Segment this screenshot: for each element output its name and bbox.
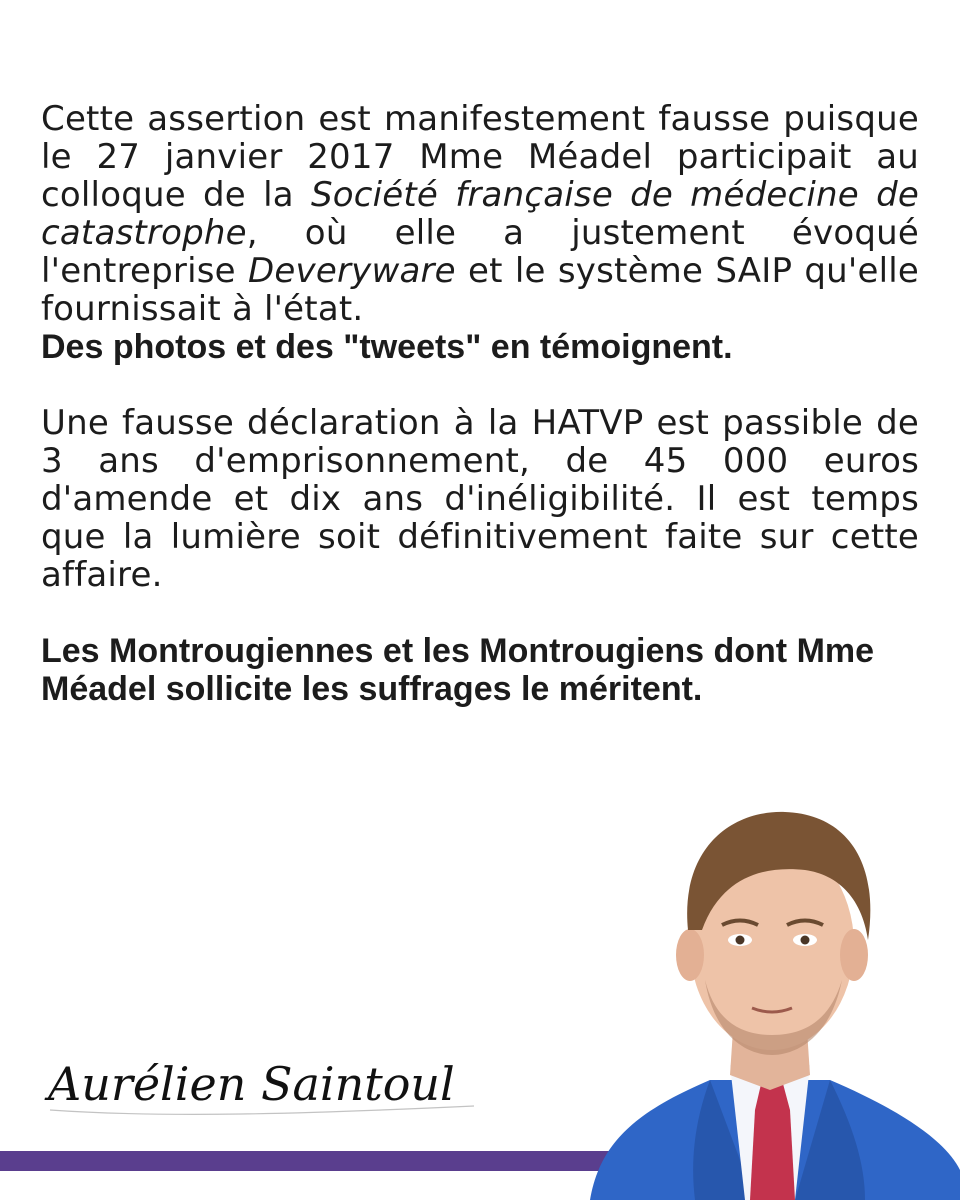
pupil-left bbox=[736, 936, 745, 945]
accent-bar bbox=[0, 1151, 640, 1171]
society-name: Société française de médecine de catastrophe bbox=[41, 175, 919, 253]
paragraph-assertion-text-1: Cette assertion est manifestement fausse puisque le 27 janvier 2017 Mme Méadel participait au colloque de la bbox=[41, 99, 919, 215]
paragraph-assertion-text-2: , où elle a justement évoqué l'entreprise bbox=[41, 213, 919, 291]
paragraph-hatvp: Une fausse déclaration à la HATVP est passible de 3 ans d'emprisonnement, de 45 000 euros d'amende et dix ans d'inéligibilité. Il est temps que la lumière soit définitivement faite sur cette affaire. bbox=[41, 403, 919, 595]
main-text bbox=[41, 100, 919, 708]
ear-left bbox=[676, 929, 704, 981]
company-name: Deveryware bbox=[248, 251, 456, 291]
paragraph-assertion bbox=[41, 100, 919, 328]
bold-statement-photos: Des photos et des "tweets" en témoignent. bbox=[41, 328, 733, 366]
spacer bbox=[41, 366, 919, 404]
ear-right bbox=[840, 929, 868, 981]
pupil-right bbox=[801, 936, 810, 945]
spacer bbox=[41, 594, 919, 632]
bold-statement-voters: Les Montrougiennes et les Montrougiens dont Mme Méadel sollicite les suffrages le méritent. bbox=[41, 632, 875, 708]
paragraph-assertion-text-3: et le système SAIP qu'elle fournissait à l'état. bbox=[41, 251, 919, 329]
signature-text: Aurélien Saintoul bbox=[48, 1057, 455, 1111]
portrait-photo bbox=[580, 780, 960, 1200]
signature bbox=[44, 1048, 484, 1132]
